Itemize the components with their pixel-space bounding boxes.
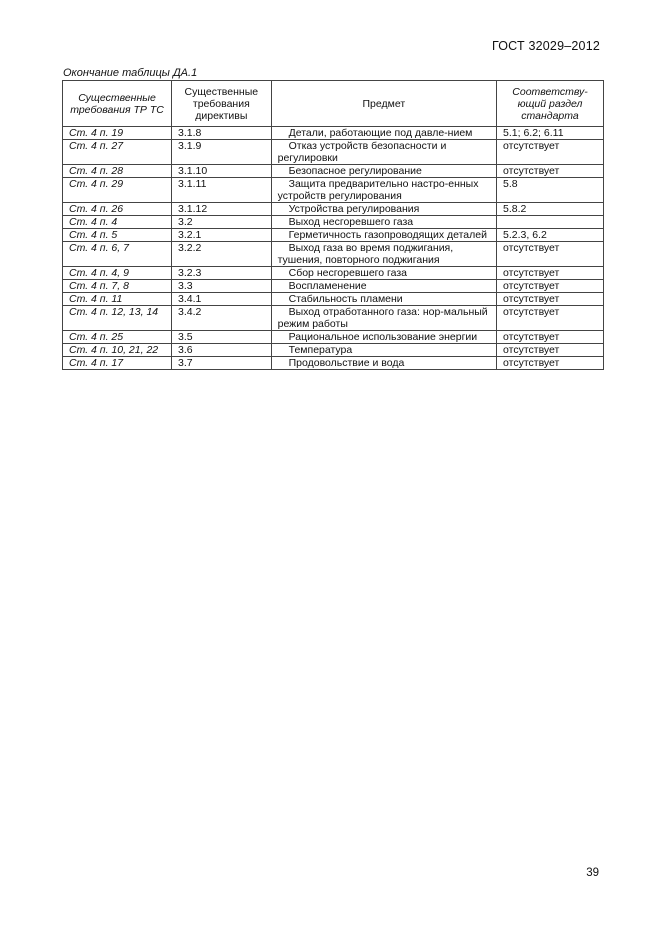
cell-tr-ts-requirement: Ст. 4 п. 7, 8 xyxy=(63,280,172,293)
table-row xyxy=(63,344,604,357)
cell-directive-requirement: 3.4.2 xyxy=(172,306,272,331)
cell-standard-section: отсутствует xyxy=(497,293,604,306)
cell-subject xyxy=(271,178,496,203)
cell-tr-ts-requirement: Ст. 4 п. 12, 13, 14 xyxy=(63,306,172,331)
cell-directive-requirement: 3.2.3 xyxy=(172,267,272,280)
cell-tr-ts-requirement: Ст. 4 п. 5 xyxy=(63,229,172,242)
subject-text: Защита предварительно настро-енных устройств регулирования xyxy=(277,178,479,202)
column-header-tr-ts: Существенные требования ТР ТС xyxy=(63,81,172,127)
cell-subject xyxy=(271,357,496,370)
cell-tr-ts-requirement: Ст. 4 п. 4, 9 xyxy=(63,267,172,280)
cell-standard-section: отсутствует xyxy=(497,344,604,357)
cell-directive-requirement: 3.1.10 xyxy=(172,165,272,178)
cell-standard-section: отсутствует xyxy=(497,306,604,331)
cell-subject xyxy=(271,229,496,242)
subject-text: Детали, работающие под давле-нием xyxy=(288,127,473,139)
table-row xyxy=(63,216,604,229)
table-row xyxy=(63,280,604,293)
cell-tr-ts-requirement: Ст. 4 п. 6, 7 xyxy=(63,242,172,267)
cell-directive-requirement: 3.2.1 xyxy=(172,229,272,242)
cell-directive-requirement: 3.2.2 xyxy=(172,242,272,267)
cell-directive-requirement: 3.3 xyxy=(172,280,272,293)
table-row xyxy=(63,331,604,344)
page-number: 39 xyxy=(586,867,599,879)
cell-subject xyxy=(271,242,496,267)
table-row xyxy=(63,306,604,331)
cell-subject xyxy=(271,203,496,216)
cell-tr-ts-requirement: Ст. 4 п. 19 xyxy=(63,127,172,140)
table-row xyxy=(63,229,604,242)
cell-subject xyxy=(271,267,496,280)
cell-subject xyxy=(271,331,496,344)
table-row xyxy=(63,165,604,178)
cell-standard-section: отсутствует xyxy=(497,165,604,178)
subject-text: Продовольствие и вода xyxy=(288,357,405,369)
table-row xyxy=(63,267,604,280)
table-row xyxy=(63,127,604,140)
cell-directive-requirement: 3.5 xyxy=(172,331,272,344)
subject-text: Рациональное использование энергии xyxy=(288,331,478,343)
cell-tr-ts-requirement: Ст. 4 п. 4 xyxy=(63,216,172,229)
requirements-table xyxy=(62,80,604,370)
cell-standard-section: отсутствует xyxy=(497,280,604,293)
cell-standard-section: 5.1; 6.2; 6.11 xyxy=(497,127,604,140)
cell-tr-ts-requirement: Ст. 4 п. 26 xyxy=(63,203,172,216)
cell-directive-requirement: 3.7 xyxy=(172,357,272,370)
cell-tr-ts-requirement: Ст. 4 п. 10, 21, 22 xyxy=(63,344,172,357)
cell-standard-section: 5.8 xyxy=(497,178,604,203)
cell-standard-section: отсутствует xyxy=(497,331,604,344)
subject-text: Воспламенение xyxy=(288,280,367,292)
subject-text: Выход несгоревшего газа xyxy=(288,216,414,228)
cell-subject xyxy=(271,216,496,229)
cell-tr-ts-requirement: Ст. 4 п. 17 xyxy=(63,357,172,370)
cell-tr-ts-requirement: Ст. 4 п. 11 xyxy=(63,293,172,306)
table-row xyxy=(63,357,604,370)
subject-text: Стабильность пламени xyxy=(288,293,403,305)
cell-standard-section: отсутствует xyxy=(497,267,604,280)
table-row xyxy=(63,140,604,165)
cell-subject xyxy=(271,280,496,293)
cell-directive-requirement: 3.1.11 xyxy=(172,178,272,203)
cell-subject xyxy=(271,306,496,331)
table-row xyxy=(63,242,604,267)
cell-directive-requirement: 3.1.12 xyxy=(172,203,272,216)
cell-subject xyxy=(271,140,496,165)
cell-subject xyxy=(271,293,496,306)
cell-directive-requirement: 3.1.8 xyxy=(172,127,272,140)
cell-subject xyxy=(271,165,496,178)
column-header-standard-section: Соответству-ющий раздел стандарта xyxy=(497,81,604,127)
cell-tr-ts-requirement: Ст. 4 п. 28 xyxy=(63,165,172,178)
cell-directive-requirement: 3.4.1 xyxy=(172,293,272,306)
subject-text: Герметичность газопроводящих деталей xyxy=(288,229,487,241)
cell-subject xyxy=(271,344,496,357)
cell-tr-ts-requirement: Ст. 4 п. 29 xyxy=(63,178,172,203)
subject-text: Сбор несгоревшего газа xyxy=(288,267,407,279)
cell-directive-requirement: 3.2 xyxy=(172,216,272,229)
subject-text: Выход отработанного газа: нор-мальный режим работы xyxy=(277,306,488,330)
cell-standard-section: отсутствует xyxy=(497,140,604,165)
table-row xyxy=(63,293,604,306)
cell-tr-ts-requirement: Ст. 4 п. 27 xyxy=(63,140,172,165)
subject-text: Безопасное регулирование xyxy=(288,165,422,177)
table-row xyxy=(63,203,604,216)
cell-directive-requirement: 3.1.9 xyxy=(172,140,272,165)
cell-subject xyxy=(271,127,496,140)
subject-text: Температура xyxy=(288,344,353,356)
cell-directive-requirement: 3.6 xyxy=(172,344,272,357)
table-caption: Окончание таблицы ДА.1 xyxy=(63,67,198,79)
table-body xyxy=(63,127,604,370)
subject-text: Отказ устройств безопасности и регулировки xyxy=(277,140,447,164)
cell-standard-section xyxy=(497,216,604,229)
cell-standard-section: отсутствует xyxy=(497,242,604,267)
document-standard-code: ГОСТ 32029–2012 xyxy=(491,39,600,53)
column-header-subject: Предмет xyxy=(271,81,496,127)
column-header-directive: Существенные требования директивы xyxy=(172,81,272,127)
cell-standard-section: 5.2.3, 6.2 xyxy=(497,229,604,242)
table-row xyxy=(63,178,604,203)
table-header-row xyxy=(63,81,604,127)
cell-tr-ts-requirement: Ст. 4 п. 25 xyxy=(63,331,172,344)
cell-standard-section: отсутствует xyxy=(497,357,604,370)
subject-text: Выход газа во время поджигания, тушения, повторного поджигания xyxy=(277,242,454,266)
cell-standard-section: 5.8.2 xyxy=(497,203,604,216)
subject-text: Устройства регулирования xyxy=(288,203,420,215)
